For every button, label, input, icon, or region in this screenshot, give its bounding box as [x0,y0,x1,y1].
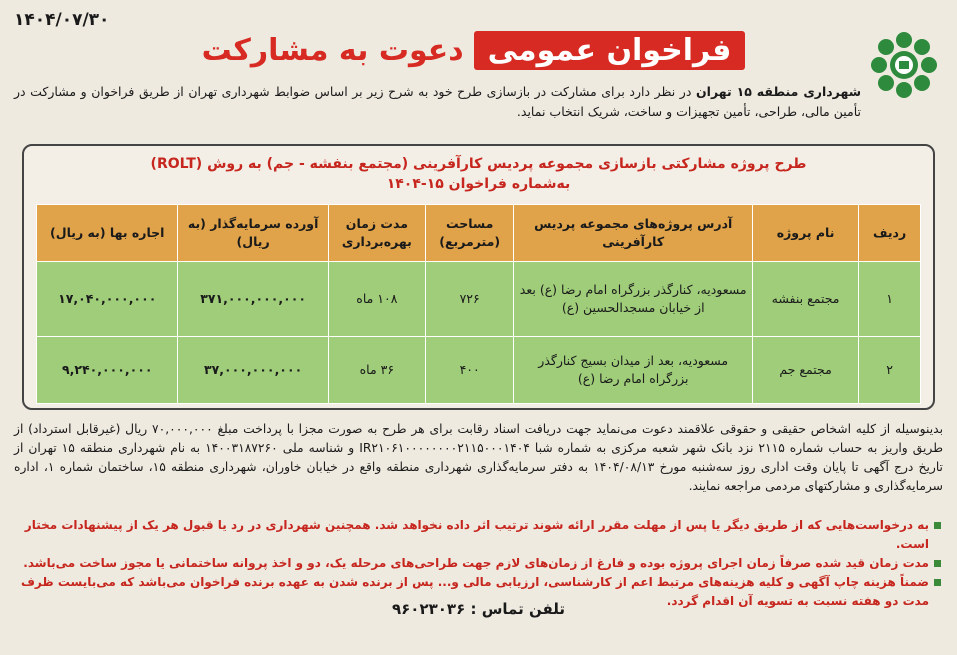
contact-phone [0,600,957,618]
cell-rent: ۱۷,۰۴۰,۰۰۰,۰۰۰ [37,262,178,337]
th-rent: اجاره بها (به ریال) [37,205,178,262]
table-header-row [37,205,921,262]
note-item: به درخواست‌هایی که از طریق دیگر یا پس از مهلت مقرر ارائه شوند ترتیب اثر داده نخواهد شد. همچنین شهرداری در رد یا قبول هر یک از پیشنهادات مختار است. [14,516,943,554]
cell-investment: ۳۷۱,۰۰۰,۰۰۰,۰۰۰ [178,262,328,337]
project-box [22,144,935,410]
th-address: آدرس پروژه‌های مجموعه پردیس کارآفرینی [514,205,753,262]
cell-investment: ۳۷,۰۰۰,۰۰۰,۰۰۰ [178,337,328,404]
th-investment: آورده سرمایه‌گذار (به ریال) [178,205,328,262]
cell-name: مجتمع بنفشه [753,262,859,337]
project-table [36,204,921,404]
cell-name: مجتمع جم [753,337,859,404]
th-area: مساحت (مترمربع) [425,205,513,262]
headline-highlight: فراخوان عمومی [474,31,746,70]
note-item: مدت زمان قید شده صرفاً زمان اجرای پروژه بوده و فارغ از زمان‌های لازم جهت طراحی‌های مرحله یک، دو و اخذ پروانه ساختمانی یا مجوز ساخت می‌باشد. [14,554,943,573]
intro-text: در نظر دارد برای مشارکت در بازسازی طرح خود به شرح زیر بر اساس ضوابط شهرداری تهران از طریق فراخوان و مشارکت در تأمین مالی، طراحی، تأمین تجهیزات و ساخت، شریک انتخاب نماید. [14,84,861,119]
notes-list [14,516,943,611]
th-name: نام پروژه [753,205,859,262]
intro-paragraph [14,82,861,122]
cell-address: مسعودیه، کنارگذر بزرگراه امام رضا (ع) بعد از خیابان مسجدالحسین (ع) [514,262,753,337]
th-row: ردیف [859,205,921,262]
cell-area: ۴۰۰ [425,337,513,404]
cell-row: ۲ [859,337,921,404]
cell-duration: ۳۶ ماه [328,337,425,404]
contact-number: ۹۶۰۲۳۰۳۶ [392,600,466,618]
cell-row: ۱ [859,262,921,337]
project-title-line1: طرح پروژه مشارکتی بازسازی مجموعه پردیس کارآفرینی (مجتمع بنفشه - جم) به روش (ROLT) [150,156,807,172]
headline [140,26,807,74]
table-row [37,337,921,404]
intro-org: شهرداری منطقه ۱۵ تهران [695,84,861,99]
th-duration: مدت زمان بهره‌برداری [328,205,425,262]
headline-rest: دعوت به مشارکت [201,32,464,68]
contact-label: تلفن تماس : [470,600,565,618]
project-title [24,154,933,194]
cell-duration: ۱۰۸ ماه [328,262,425,337]
cell-area: ۷۲۶ [425,262,513,337]
publish-date: ۱۴۰۴/۰۷/۳۰ [14,10,110,30]
note-item: ضمناً هزینه چاپ آگهی و کلیه هزینه‌های مرتبط اعم از کارشناسی، ارزیابی مالی و... پس از برنده شدن به عهده برنده فراخوان می‌باشد که می‌بایست ظرف مدت دو هفته نسبت به تسویه آن اقدام گردد. [14,573,943,611]
project-title-line2: به‌شماره فراخوان ۱۵-۱۴۰۴ [386,176,571,192]
cell-address: مسعودیه، بعد از میدان بسیج کنارگذر بزرگراه امام رضا (ع) [514,337,753,404]
body-paragraph: بدینوسیله از کلیه اشخاص حقیقی و حقوقی علاقمند دعوت می‌نماید جهت دریافت اسناد رقابت برای هر طرح به صورت مجزا با پرداخت مبلغ ۷۰,۰۰۰,۰۰۰ ریال (غیرقابل استرداد) از طریق واریز به حساب شماره ۲۱۱۵ نزد بانک شهر شعبه مرکزی به شماره شبا IR۲۱۰۶۱۰۰۰۰۰۰۰۰۲۱۱۵۰۰۰۱۴۰۴ و شناسه ملی ۱۴۰۰۳۱۸۷۲۶۰ به نام شهرداری منطقه ۱۵ تهران از تاریخ درج آگهی تا پایان وقت اداری روز سه‌شنبه مورخ ۱۴۰۴/۰۸/۱۳ به دفتر سرمایه‌گذاری شهرداری منطقه واقع در خیابان خاوران، شهرداری منطقه ۱۵، ساختمان شماره ۱، اداره سرمایه‌گذاری و مشارکتهای مردمی مراجعه نمایند. [14,422,943,493]
table-row [37,262,921,337]
tehran-municipality-logo-icon [869,30,939,100]
cell-rent: ۹,۲۴۰,۰۰۰,۰۰۰ [37,337,178,404]
